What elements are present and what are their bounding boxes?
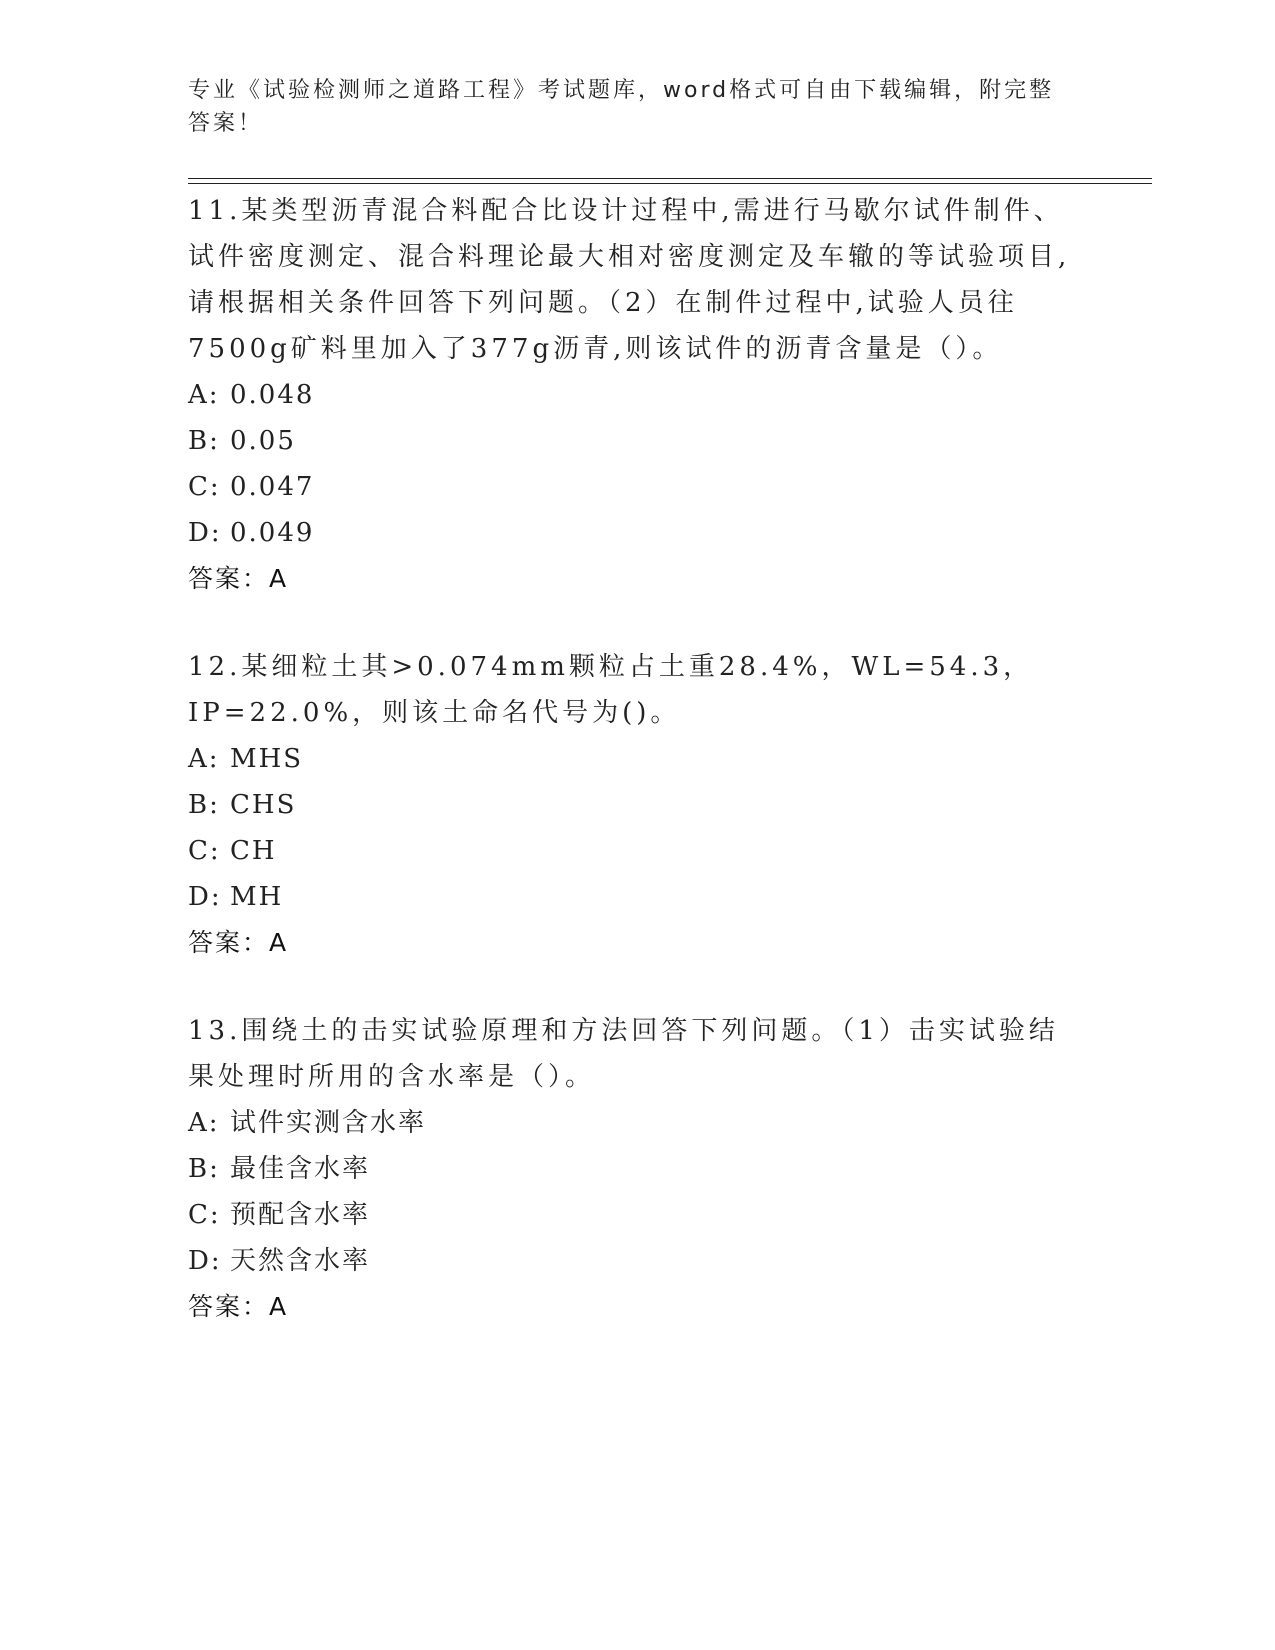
document-header: 专业《试验检测师之道路工程》考试题库，word格式可自由下载编辑，附完整答案！: [188, 78, 1055, 136]
option-letter: D:: [188, 1246, 222, 1276]
option-letter: B:: [188, 1154, 220, 1184]
option-letter: C:: [188, 472, 221, 502]
option-b: [188, 418, 1088, 464]
option-b: [188, 1146, 1088, 1192]
option-b: [188, 782, 1088, 828]
question-stem: 13.围绕土的击实试验原理和方法回答下列问题。（1）击实试验结果处理时所用的含水率是（）。: [188, 1016, 1059, 1092]
option-text: 0.049: [230, 518, 315, 548]
option-text: CH: [230, 836, 277, 866]
option-text: 最佳含水率: [230, 1154, 371, 1184]
option-text: CHS: [230, 790, 297, 820]
answer: 答案：A: [188, 1292, 289, 1321]
option-text: 预配含水率: [230, 1200, 371, 1230]
option-text: 0.048: [230, 380, 315, 410]
option-text: 0.047: [230, 472, 315, 502]
option-letter: D:: [188, 882, 222, 912]
option-a: [188, 736, 1088, 782]
question-13: [188, 1008, 1088, 1330]
option-letter: A:: [188, 744, 220, 774]
option-text: MHS: [230, 744, 304, 774]
option-letter: C:: [188, 836, 221, 866]
option-d: [188, 1238, 1088, 1284]
option-c: [188, 828, 1088, 874]
option-a: [188, 372, 1088, 418]
question-12: [188, 644, 1088, 966]
option-letter: D:: [188, 518, 222, 548]
option-c: [188, 464, 1088, 510]
answer: 答案：A: [188, 928, 289, 957]
question-stem: 12.某细粒土其>0.074mm颗粒占土重28.4%，WL=54.3，IP=22.0%，则该土命名代号为()。: [188, 652, 1034, 728]
option-letter: A:: [188, 380, 220, 410]
header-divider-top: [188, 178, 1152, 179]
option-letter: C:: [188, 1200, 221, 1230]
option-text: MH: [230, 882, 284, 912]
option-d: [188, 874, 1088, 920]
option-text: 天然含水率: [230, 1246, 371, 1276]
option-letter: A:: [188, 1108, 220, 1138]
option-c: [188, 1192, 1088, 1238]
option-text: 试件实测含水率: [230, 1108, 427, 1138]
option-letter: B:: [188, 426, 220, 456]
option-letter: B:: [188, 790, 220, 820]
header-divider-bottom: [188, 183, 1152, 184]
answer: 答案：A: [188, 564, 289, 593]
option-a: [188, 1100, 1088, 1146]
question-11: [188, 188, 1088, 602]
option-d: [188, 510, 1088, 556]
question-stem: 11.某类型沥青混合料配合比设计过程中,需进行马歇尔试件制件、试件密度测定、混合料理论最大相对密度测定及车辙的等试验项目,请根据相关条件回答下列问题。（2）在制件过程中,试验人员往7500g矿料里加入了377g沥青,则该试件的沥青含量是（）。: [188, 196, 1071, 364]
option-text: 0.05: [230, 426, 296, 456]
